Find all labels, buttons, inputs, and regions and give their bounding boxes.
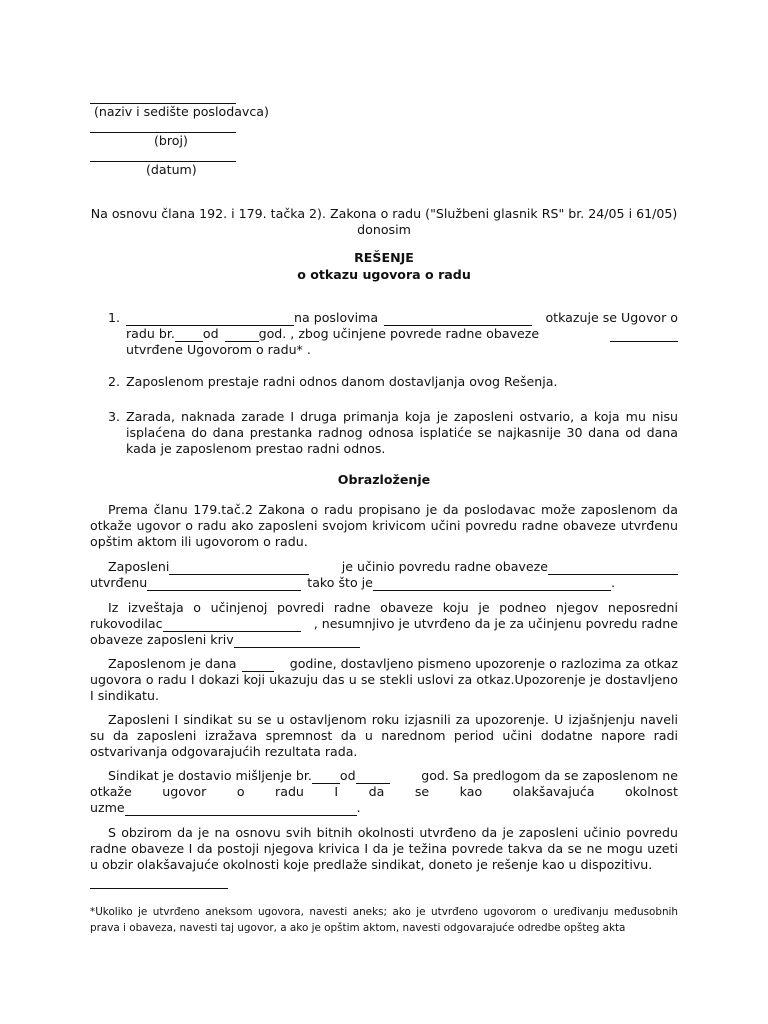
item1-text-d: od: [202, 326, 219, 341]
p6-word: okolnost: [624, 784, 678, 799]
decree-word: donosim: [357, 222, 411, 237]
item-number: 2.: [108, 374, 121, 389]
p6-word: kao: [459, 784, 483, 799]
item1-text-b: otkazuje se Ugovor o: [545, 310, 678, 325]
p3-text-c: , nesumnjivo je utvrđeno da je za učinjenu povredu radne: [313, 616, 678, 631]
p6-text-e: uzme: [90, 800, 125, 815]
p6-text-f: .: [356, 800, 361, 815]
p4-text-b: godine, dostavljeno pismeno upozorenje o razlozima za otkaz: [289, 656, 678, 671]
p6-word: o: [236, 784, 245, 799]
p6-text-a: Sindikat je dostavio mišljenje br.: [108, 768, 312, 783]
reasoning-paragraph-5: Zaposleni I sindikat su se u ostavljenom roku izjasnili za upozorenje. U izjašnjenju naveli su da zaposleni izražava spremnost da u narednom period učini dodatne napore radi ostvarivanja odgovarajućih rezultata rada.: [90, 712, 678, 759]
violation-type-blank: [548, 563, 678, 575]
p3-text-b: rukovodilac: [90, 616, 163, 631]
p6-justified-line: [90, 784, 678, 800]
p2-text-c: utvrđenu: [90, 575, 148, 590]
p6-word: I: [334, 784, 339, 799]
legal-basis: [86, 206, 682, 238]
p6-word: olakšavajuća: [512, 784, 595, 799]
list-item-1: [126, 310, 678, 358]
p6-word: otkaže: [90, 784, 132, 799]
reasoning-paragraph-2: [90, 559, 678, 591]
list-item-3: Zarada, naknada zarade I druga primanja koja je zaposleni ostvario, a koja mu nisu isplaćena do dana prestanka radnog odnosa isplatiće se najkasnije 30 dana od dana kada je zaposlenom prestao radni odnos.: [126, 409, 678, 456]
item-number: 3.: [108, 409, 121, 424]
item1-text-c: radu br.: [126, 326, 175, 341]
act-description-blank: [373, 579, 611, 591]
opinion-number-blank: [312, 772, 340, 784]
employer-label: (naziv i sedište poslodavca): [94, 104, 269, 119]
p2-text-a: Zaposleni: [108, 559, 170, 574]
employee-name-blank: [126, 314, 294, 326]
warning-date-blank: [242, 660, 274, 672]
violation-blank: [610, 330, 678, 342]
footnote-separator: [90, 888, 228, 889]
determined-by-blank: [147, 579, 301, 591]
p6-word: ugovor: [162, 784, 207, 799]
reasoning-paragraph-4: [90, 656, 678, 704]
mitigating-blank: [125, 804, 357, 816]
supervisor-blank: [163, 620, 301, 632]
p3-text-d: obaveze zaposleni kriv: [90, 632, 234, 647]
p2-text-d: tako što je: [307, 575, 373, 590]
p4-text-d: I sindikatu.: [90, 688, 159, 703]
reasoning-paragraph-3: [90, 600, 678, 648]
item1-text-a: na poslovima: [294, 310, 379, 325]
date-label: (datum): [146, 162, 197, 177]
title-main: REŠENJE: [354, 250, 414, 265]
p4-text-c: ugovora o radu I dokazi koji ukazuju das u se stekli uslovi za otkaz.Upozorenje je dostavljeno: [90, 672, 678, 687]
reasoning-heading: Obrazloženje: [337, 472, 431, 487]
p2-text-e: .: [610, 575, 615, 590]
contract-number-blank: [175, 330, 203, 342]
p6-word: da: [368, 784, 385, 799]
p6-word: radu: [275, 784, 304, 799]
item-number: 1.: [108, 310, 121, 325]
p3-text-a: Iz izveštaja o učinjenoj povredi radne obaveze koju je podneo njegov neposredni: [108, 600, 678, 615]
legal-basis-line: Na osnovu člana 192. i 179. tačka 2). Zakona o radu ("Službeni glasnik RS" br. 24/05 i 61/05): [90, 206, 678, 221]
employee-blank: [169, 563, 309, 575]
document-title: [90, 249, 678, 283]
title-sub: o otkazu ugovora o radu: [297, 267, 471, 282]
p6-word: se: [414, 784, 430, 799]
reasoning-paragraph-7: S obzirom da je na osnovu svih bitnih okolnosti utvrđeno da je zaposleni učinio povredu radne obaveze I da postoji njegova krivica I da je težina povrede takva da se ne mogu uzeti u obzir olakšavajuće okolnosti koje predlaže sindikat, doneto je rešenje kao u dispozitivu.: [90, 825, 678, 872]
list-item-2: Zaposlenom prestaje radni odnos danom dostavljanja ovog Rešenja.: [126, 374, 558, 389]
p2-text-b: je učinio povredu radne obaveze: [341, 559, 548, 574]
reasoning-paragraph-6: [90, 768, 678, 816]
item1-text-f: utvrđene Ugovorom o radu* .: [126, 342, 311, 357]
opinion-date-blank: [356, 772, 390, 784]
reasoning-paragraph-1: Prema članu 179.tač.2 Zakona o radu propisano je da poslodavac može zaposlenom da otkaže ugovor o radu ako zaposleni svojom krivicom učini povredu radne obaveze utvrđenu opštim aktom ili ugovorom o radu.: [90, 502, 678, 549]
p6-text-b: od: [339, 768, 356, 783]
number-label: (broj): [154, 133, 188, 148]
contract-date-blank: [225, 330, 259, 342]
guilt-blank: [234, 636, 360, 648]
position-blank: [384, 314, 532, 326]
p6-text-c: god. Sa predlogom da se zaposlenom ne: [421, 768, 678, 783]
p4-text-a: Zaposlenom je dana: [108, 656, 237, 671]
item1-text-e: god. , zbog učinjene povrede radne obaveze: [258, 326, 540, 341]
footnote: *Ukoliko je utvrđeno aneksom ugovora, navesti aneks; ako je utvrđeno ugovorom o uređivanju međusobnih prava i obaveza, navesti taj ugovor, a ako je opštim aktom, navesti odgovarajuće odredbe opšteg akta: [90, 906, 678, 934]
